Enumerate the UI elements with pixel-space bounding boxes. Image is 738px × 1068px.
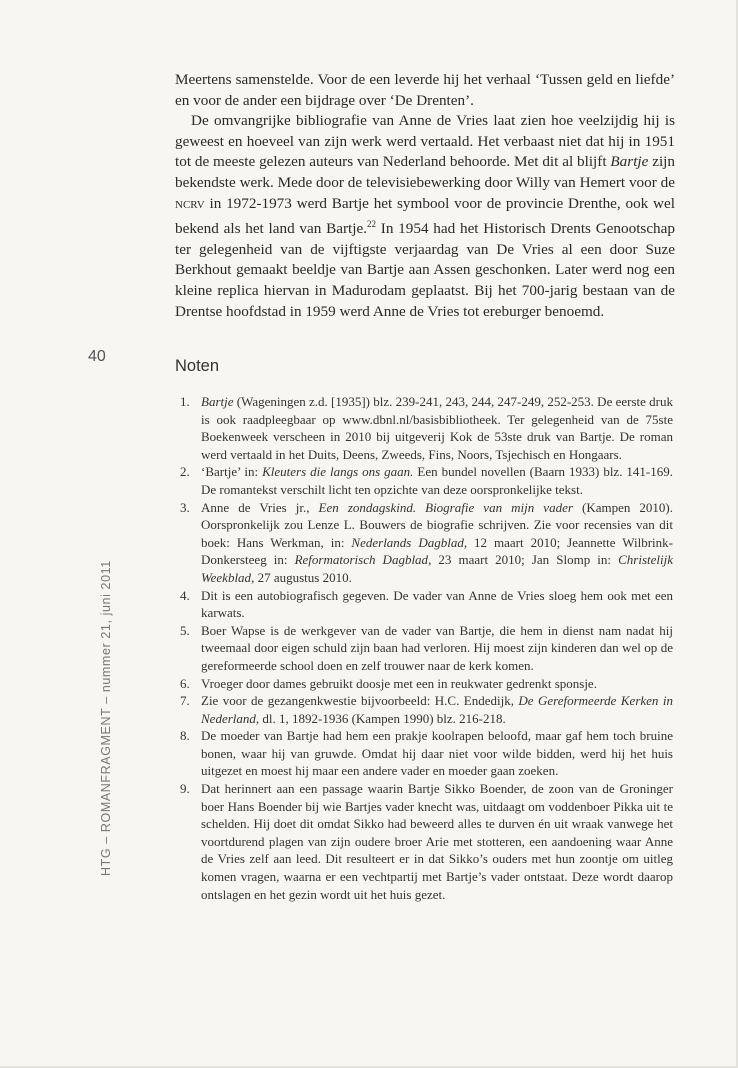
note-item: [175, 675, 673, 693]
note-item: [175, 727, 673, 780]
text-run: Vroeger door dames gebruikt doosje met een in reukwater gedrenkt sponsje.: [201, 675, 597, 691]
note-number: 1.: [180, 394, 190, 409]
note-item: [175, 393, 673, 463]
running-head: HTG – ROMANFRAGMENT – nummer 21, juni 2011: [99, 560, 113, 876]
text-run: , 23 maart 2010; Jan Slomp in:: [428, 552, 619, 568]
body-text: [175, 70, 675, 322]
text-run: De moeder van Bartje had hem een prakje koolrapen beloofd, maar gaf hem toch bruine bonen, waar hij van gruwde. Omdat hij daar niet voor wilde bidden, werd hij het huis uitgezet en moest hij maar een andere vader en moeder gaan zoeken.: [201, 728, 673, 779]
text-run: Zie voor de gezangenkwestie bijvoorbeeld: H.C. Endedijk,: [201, 693, 519, 709]
text-run: Een bundel novellen (Baarn 1933) blz. 141-169. De romantekst verschilt licht ten opzichte van deze oorspronkelijke tekst.: [201, 464, 674, 497]
italic-title: Kleuters die langs ons gaan.: [262, 464, 414, 480]
notes-list: [175, 393, 673, 903]
text-run: ‘Bartje’ in:: [201, 464, 263, 480]
note-item: [175, 463, 673, 498]
note-number: 9.: [180, 781, 190, 797]
text-run: Anne de Vries jr.,: [201, 499, 319, 515]
note-number: 6.: [180, 675, 190, 691]
text-run: Dit is een autobiografisch gegeven. De vader van Anne de Vries sloeg hem ook met een karwats.: [201, 587, 673, 621]
text-run: Boer Wapse is de werkgever van de vader van Bartje, die hem in dienst nam nadat hij tweemaal door eigen schuld zijn baan had verloren. Hij moest zijn kinderen dan wel op de gereformeerde school doen en zelf trouwer naar de kerk komen.: [201, 622, 673, 673]
notes-heading: Noten: [175, 357, 220, 375]
note-item: [175, 692, 673, 727]
footnote-reference: 22: [367, 219, 377, 230]
italic-title: Een zondagskind. Biografie van mijn vader: [318, 499, 573, 515]
note-number: 8.: [180, 728, 190, 744]
text-run: (Wageningen z.d. [1935]) blz. 239-241, 243, 244, 247-249, 252-253. De eerste druk is ook raadpleegbaar op www.dbnl.nl/basisbibliotheek. Ter gelegenheid van de 75ste Boekenweek verscheen in 2010 bij uitgeverij Kok de 53ste druk van Bartje. De roman werd vertaald in het Duits, Deens, Zweeds, Fins, Noors, Tsjechisch en Hongaars.: [201, 394, 673, 462]
note-number: 2.: [180, 464, 190, 480]
body-paragraph-1: Meertens samenstelde. Voor de een leverde hij het verhaal ‘Tussen geld en liefde’ en voor de ander een bijdrage over ‘De Drenten’.: [175, 71, 675, 109]
note-item: [175, 780, 673, 903]
body-paragraph-2: [175, 111, 675, 322]
text-run: (Kampen 2010). Oorspronkelijk zou Lenze L. Bouwers de biografie schrijven. Zie voor recensies van dit boek: Hans Werkman, in:: [201, 499, 673, 550]
italic-title: Christelijk Weekblad: [201, 552, 673, 585]
italic-title: De Gereformeerde Kerken in Nederland: [201, 693, 673, 726]
note-number: 4.: [180, 587, 190, 603]
italic-title: Reformatorisch Dagblad: [294, 552, 429, 568]
text-run: in 1972-1973 werd Bartje het symbool voor de provincie Drenthe, ook wel bekend als het land van Bartje.: [175, 194, 675, 238]
text-run: , 27 augustus 2010.: [251, 569, 352, 585]
note-item: [175, 499, 673, 587]
text-run: De omvangrijke bibliografie van Anne de Vries laat zien hoe veelzijdig hij is geweest en hoeveel van zijn werk werd vertaald. Het verbaast niet dat hij in 1951 tot de meeste gelezen auteurs van Nederland behoorde. Met dit al blijft: [175, 112, 675, 171]
italic-title: Bartje: [201, 394, 234, 409]
page-number: 40: [88, 348, 106, 365]
note-number: 7.: [180, 693, 190, 709]
text-run: 12 maart 2010; Jeannette Wilbrink-Donkersteeg in:: [201, 534, 673, 568]
note-item: [175, 587, 673, 622]
note-number: 5.: [180, 622, 190, 638]
text-run: In 1954 had het Historisch Drents Genootschap ter gelegenheid van de vijftigste verjaardag van De Vries al een door Suze Berkhout gemaakt beeldje van Bartje aan Assen geschonken. Later werd nog een kleine replica hiervan in Madurodam geplaatst. Bij het 700-jarig bestaan van de Drentse hoofdstad in 1959 werd Anne de Vries tot ereburger benoemd.: [175, 220, 675, 320]
italic-title: Nederlands Dagblad,: [351, 534, 468, 550]
italic-title: Bartje: [610, 153, 649, 171]
text-run: zijn bekendste werk. Mede door de televisiebewerking door Willy van Hemert voor de: [175, 153, 675, 191]
note-number: 3.: [180, 499, 190, 515]
text-run: Dat herinnert aan een passage waarin Bartje Sikko Boender, de zoon van de Groninger boer Hans Boender bij wie Bartjes vader knecht was, uitdaagt om voddenboer Pikka uit te schelden. Hij doet dit omdat Sikko had beweerd alles te durven én uit wraak vanwege het voortdurend plagen van zijn oudere broer Arie met stotteren, een aandoening waar Anne de Vries zelf aan leed. Dit resulteert er in dat Sikko’s ouders met hun zoontje om uitleg komen vragen, waarna er een vechtpartij met Bartje’s vader ontstaat. Deze wordt daarop ontslagen en het gezin wordt uit het huis gezet.: [201, 781, 673, 902]
text-run: , dl. 1, 1892-1936 (Kampen 1990) blz. 216-218.: [255, 710, 506, 726]
small-caps-text: ncrv: [175, 194, 205, 212]
note-item: [175, 622, 673, 675]
